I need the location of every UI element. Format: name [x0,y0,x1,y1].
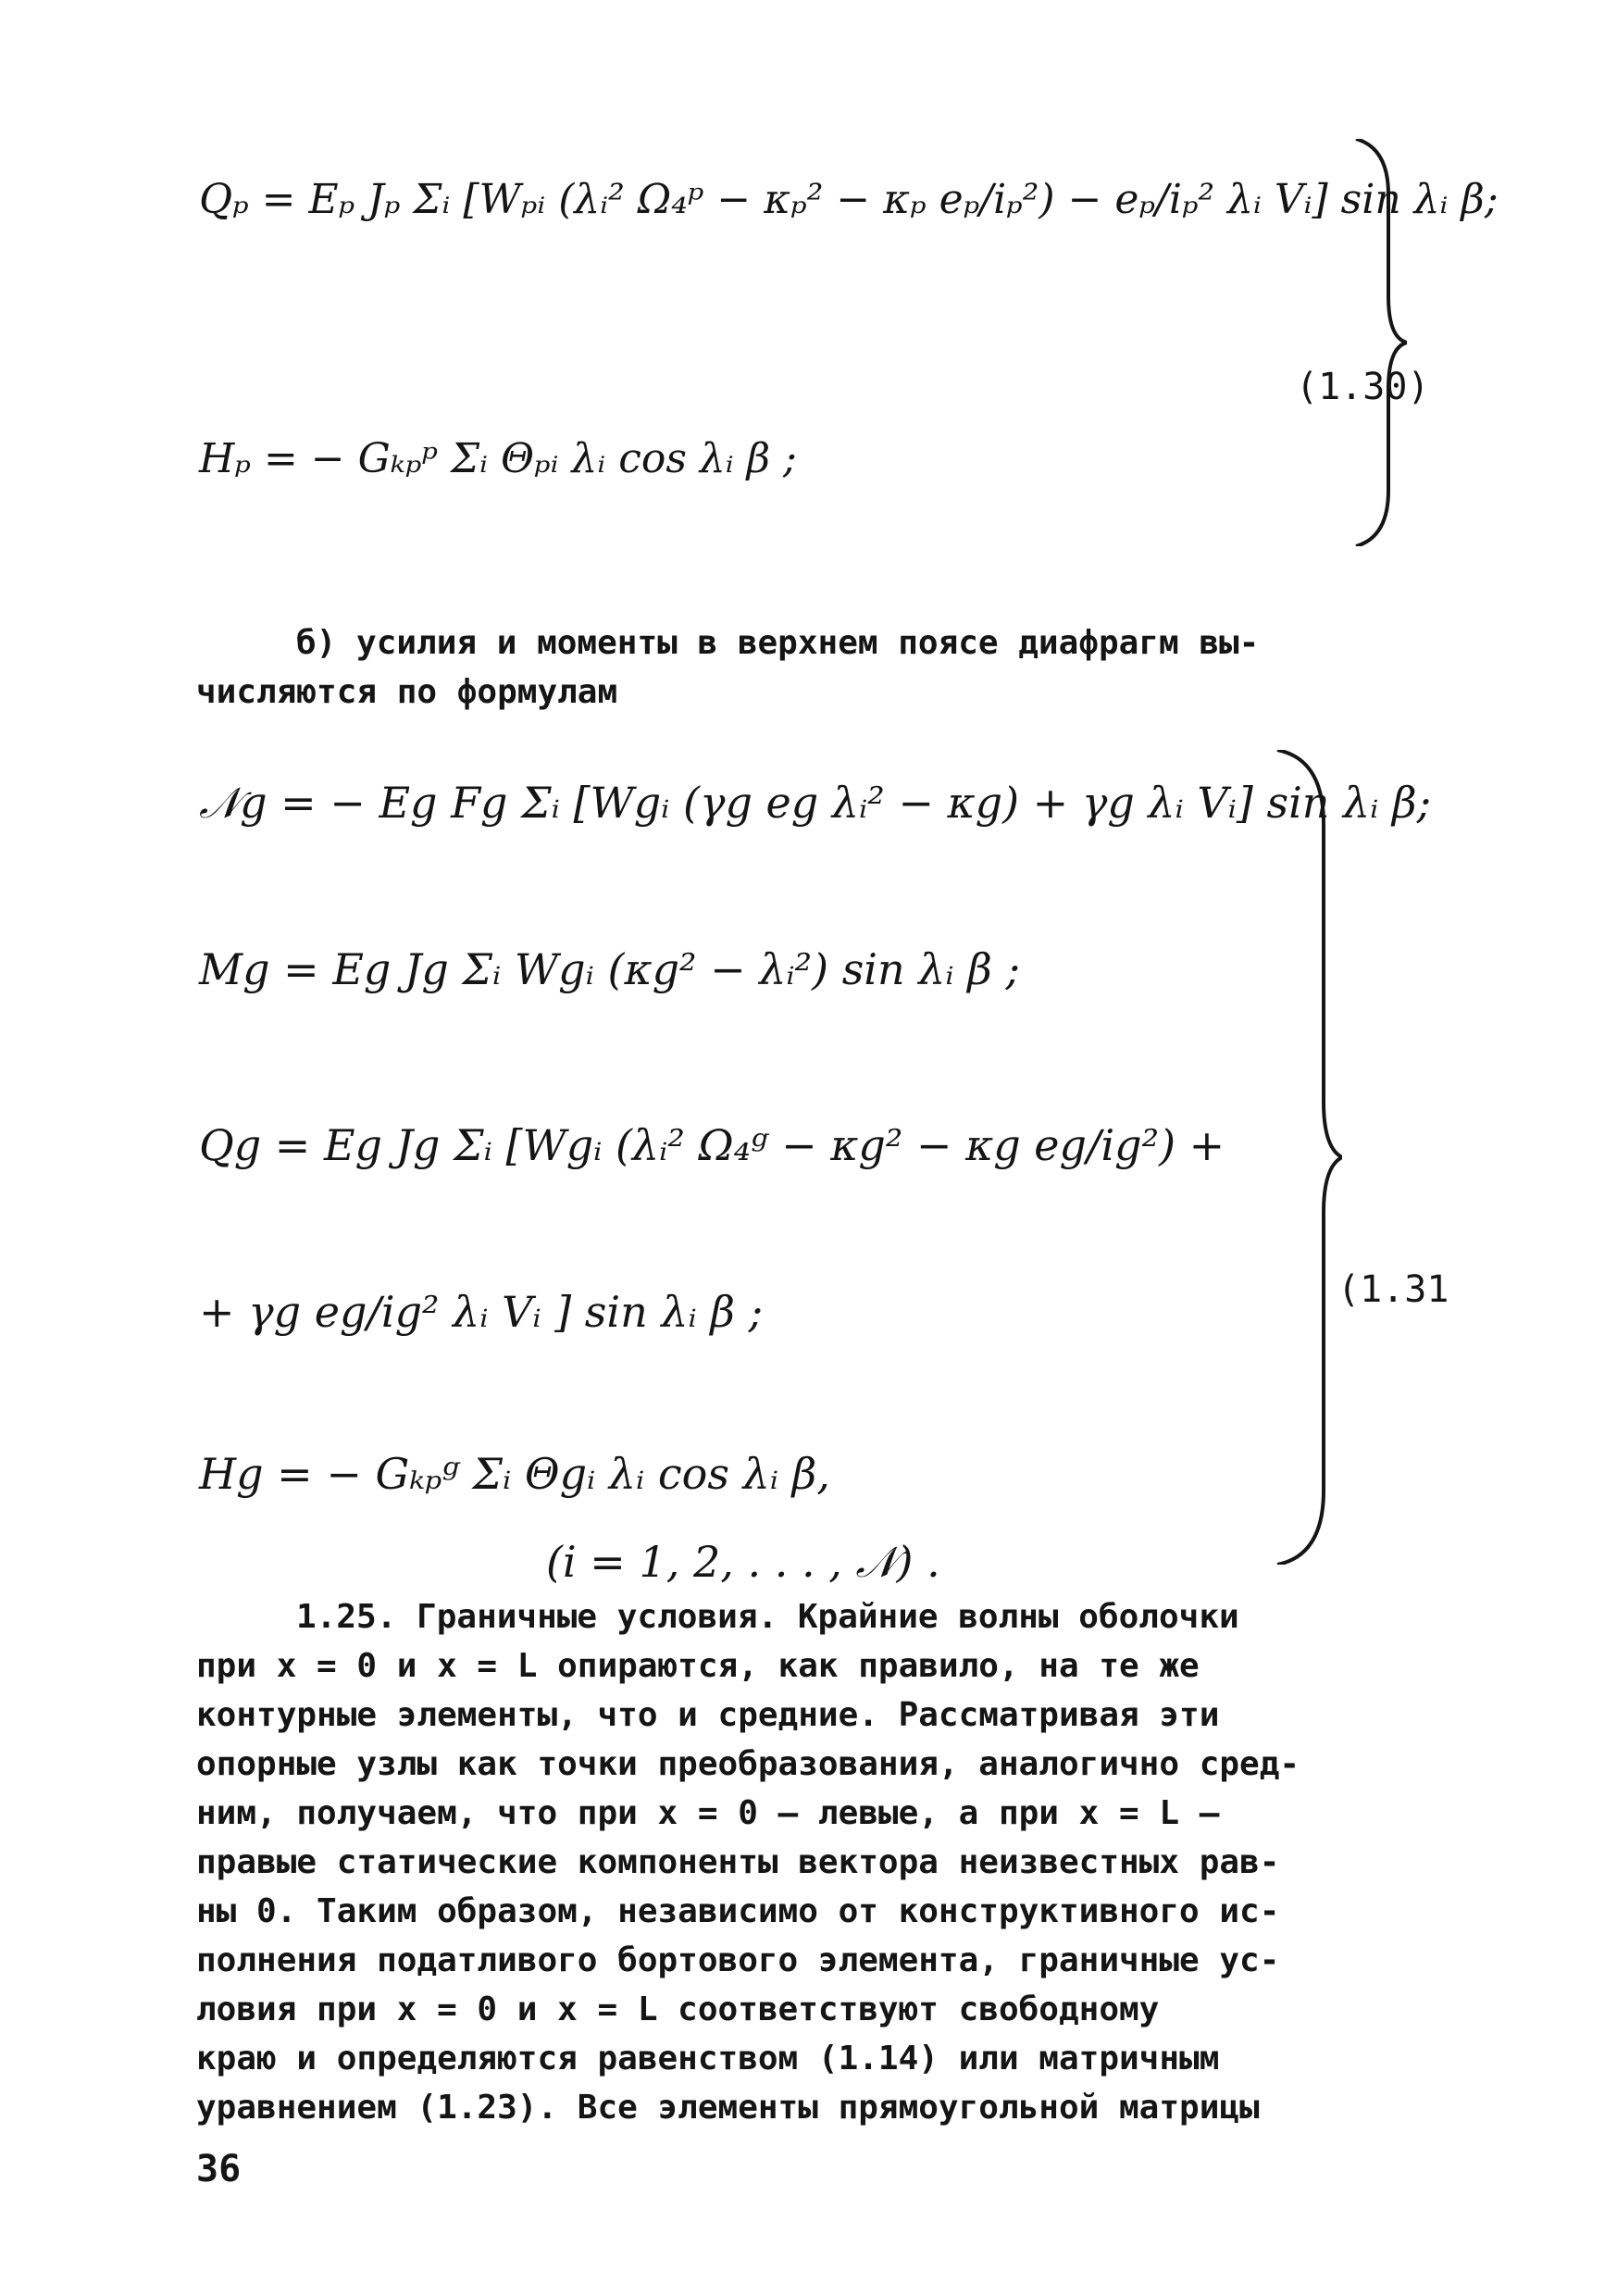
paragraph-1-25-line-3: контурные элементы, что и средние. Рассматривая эти [196,1696,1220,1734]
equation-number-1-30: (1.30) [1296,366,1430,408]
equation-1-30-line-1: Qₚ = Eₚ Jₚ Σᵢ [Wₚᵢ (λᵢ² Ω₄ᵖ − κₚ² − κₚ eₚ/iₚ²) − eₚ/iₚ² λᵢ Vᵢ] sin λᵢ β; [199,176,1499,223]
equation-number-1-31: (1.31 [1337,1268,1449,1311]
paragraph-1-25-line-11: уравнением (1.23). Все элементы прямоугольной матрицы [196,2089,1260,2127]
paragraph-1-25-line-8: полнения податливого бортового элемента, граничные ус- [196,1941,1280,1979]
page-number: 36 [196,2148,242,2190]
equation-1-31-line-6: (i = 1, 2, . . . , 𝒩) . [546,1537,940,1587]
paragraph-1-25-line-5: ним, получаем, что при x = 0 – левые, а при x = L – [196,1794,1220,1832]
equation-1-31-line-2: Mg = Eg Jg Σᵢ Wgᵢ (κg² − λᵢ²) sin λᵢ β ; [199,944,1021,994]
paragraph-1-25-line-7: ны 0. Таким образом, независимо от конструктивного ис- [196,1892,1280,1930]
equation-1-31-line-1: 𝒩g = − Eg Fg Σᵢ [Wgᵢ (γg eg λᵢ² − κg) + γg λᵢ Vᵢ] sin λᵢ β; [199,778,1432,828]
paragraph-b-line-2: числяются по формулам [196,673,618,711]
paragraph-1-25-line-1: 1.25. Граничные условия. Крайние волны оболочки [296,1598,1239,1636]
paragraph-1-25-line-10: краю и определяются равенством (1.14) или матричным [196,2040,1220,2078]
equation-1-31-line-5: Hg = − Gₖₚᵍ Σᵢ Θgᵢ λᵢ cos λᵢ β, [199,1449,830,1499]
right-brace-icon [1333,139,1407,546]
right-brace-icon [1259,750,1342,1565]
paragraph-1-25-line-6: правые статические компоненты вектора неизвестных рав- [196,1843,1280,1881]
paragraph-1-25-line-9: ловия при x = 0 и x = L соответствуют свободному [196,1990,1160,2028]
equation-1-31-line-4: + γg eg/ig² λᵢ Vᵢ ] sin λᵢ β ; [199,1287,764,1337]
equation-1-31-line-3: Qg = Eg Jg Σᵢ [Wgᵢ (λᵢ² Ω₄ᵍ − κg² − κg eg/ig²) + [199,1120,1225,1170]
paragraph-1-25-line-4: опорные узлы как точки преобразования, аналогично сред- [196,1745,1300,1783]
equation-1-30-line-2: Hₚ = − Gₖₚᵖ Σᵢ Θₚᵢ λᵢ cos λᵢ β ; [199,435,797,482]
paragraph-b-line-1: б) усилия и моменты в верхнем поясе диафрагм вы- [296,624,1260,662]
paragraph-1-25-line-2: при x = 0 и x = L опираются, как правило, на те же [196,1647,1200,1685]
